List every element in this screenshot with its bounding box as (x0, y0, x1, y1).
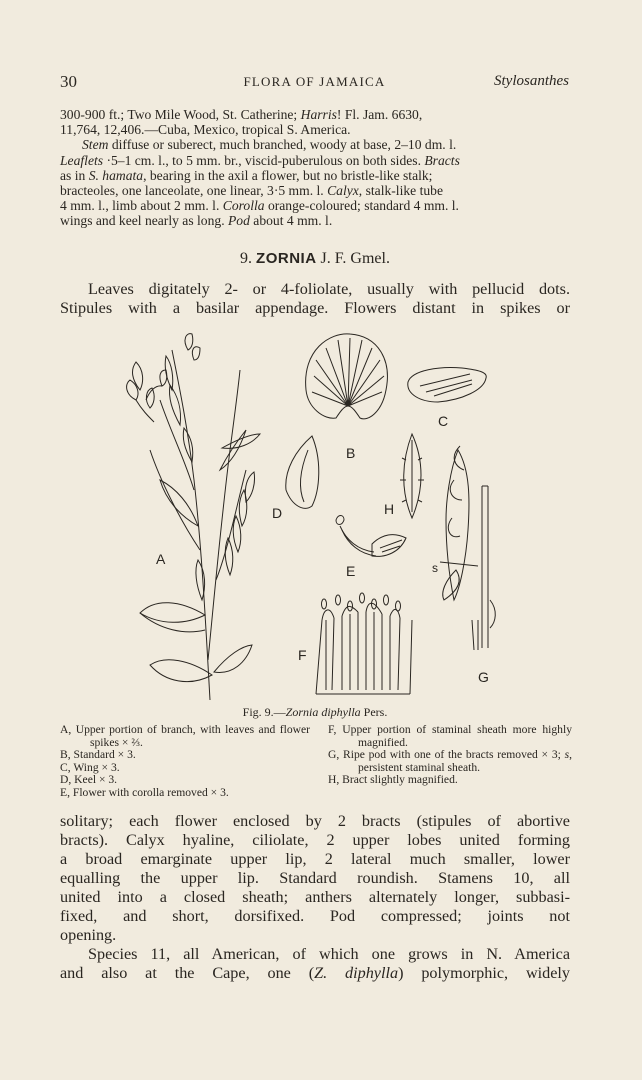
drawing-keel-d (286, 436, 319, 508)
running-title: FLORA OF JAMAICA (243, 74, 386, 89)
previous-species-description (60, 107, 570, 229)
legend-item: G, Ripe pod with one of the bracts removed × 3; s, persistent staminal sheath. (328, 748, 572, 774)
genus-heading (60, 250, 570, 268)
text-line: bracts). Calyx hyaline, ciliolate, 2 upper lobes united forming (60, 831, 570, 849)
drawing-standard-b (306, 334, 388, 419)
drawing-bract-h (400, 434, 424, 518)
legend-column-right (328, 724, 572, 787)
text-line: united into a closed sheath; anthers alternately longer, subbasi- (60, 888, 570, 906)
legend-item: H, Bract slightly magnified. (328, 773, 458, 787)
text-line: fixed, and short, dorsifixed. Pod compressed; joints not (60, 907, 570, 925)
figure-label-f: F (298, 647, 307, 663)
text-line: Species 11, all American, of which one grows in N. America (88, 945, 570, 963)
legend-item: F, Upper portion of staminal sheath more highly magnified. (328, 723, 572, 749)
genus-name: ZORNIA (256, 250, 317, 267)
figure-label-s: s (432, 561, 438, 575)
text-line: opening. (60, 926, 117, 944)
drawing-pod-g (440, 446, 495, 650)
figure-label-a: A (156, 551, 166, 567)
text-line: solitary; each flower enclosed by 2 bracts (stipules of abortive (60, 812, 570, 830)
text-line: Stem diffuse or suberect, much branched, woody at base, 2–10 dm. l. (82, 137, 457, 153)
text-line: 4 mm. l., limb about 2 mm. l. Corolla orange-coloured; standard 4 mm. l. (60, 198, 459, 214)
drawing-wing-c (408, 368, 486, 402)
page-number: 30 (60, 72, 77, 91)
genus-number: 9. (240, 250, 253, 267)
drawing-branch-a (127, 334, 260, 700)
text-line: Leaflets ·5–1 cm. l., to 5 mm. br., viscid-puberulous on both sides. Bracts (60, 152, 460, 168)
legend-item: D, Keel × 3. (60, 773, 118, 787)
figure-label-e: E (346, 563, 356, 579)
text-line: wings and keel nearly as long. Pod about 4 mm. l. (60, 213, 333, 229)
running-header (60, 70, 569, 94)
legend-column-left (60, 724, 310, 800)
figure-label-d: D (272, 505, 283, 521)
legend-item: C, Wing × 3. (60, 760, 120, 774)
botanical-illustration (110, 330, 530, 700)
figure-label-c: C (438, 413, 449, 429)
figure-label-b: B (346, 445, 356, 461)
genus-description-top (60, 280, 570, 318)
text-line: bracteoles, one lanceolate, one linear, 3·5 mm. l. Calyx, stalk-like tube (60, 183, 443, 199)
drawing-flower-e (336, 516, 406, 557)
text-line: Leaves digitately 2- or 4-foliolate, usually with pellucid dots. (88, 280, 570, 298)
figure-label-h: H (384, 501, 395, 517)
drawing-sheath-f (316, 593, 412, 694)
genus-author: J. F. Gmel. (320, 250, 390, 267)
text-line: and also at the Cape, one (Z. diphylla) polymorphic, widely (60, 964, 571, 982)
legend-item: B, Standard × 3. (60, 748, 136, 762)
figure-label-g: G (478, 669, 489, 685)
text-line: a broad emarginate upper lip, 2 lateral much smaller, lower (60, 850, 570, 868)
genus-description-bottom (60, 812, 570, 983)
legend-item: E, Flower with corolla removed × 3. (60, 785, 229, 799)
text-line: 11,764, 12,406.—Cuba, Mexico, tropical S. America. (60, 122, 351, 138)
text-line: as in S. hamata, bearing in the axil a flower, but no bristle-like stalk; (60, 167, 433, 183)
text-line: equalling the upper lip. Standard roundish. Stamens 10, all (60, 869, 570, 887)
text-line: Stipules with a basilar appendage. Flowers distant in spikes or (60, 299, 570, 317)
legend-item: A, Upper portion of branch, with leaves and flower spikes × ⅔. (60, 723, 310, 749)
figure-caption: Fig. 9.—Zornia diphylla Pers. (242, 705, 388, 719)
running-genus: Stylosanthes (494, 73, 569, 89)
text-line: 300-900 ft.; Two Mile Wood, St. Catherine; Harris! Fl. Jam. 6630, (60, 107, 423, 122)
